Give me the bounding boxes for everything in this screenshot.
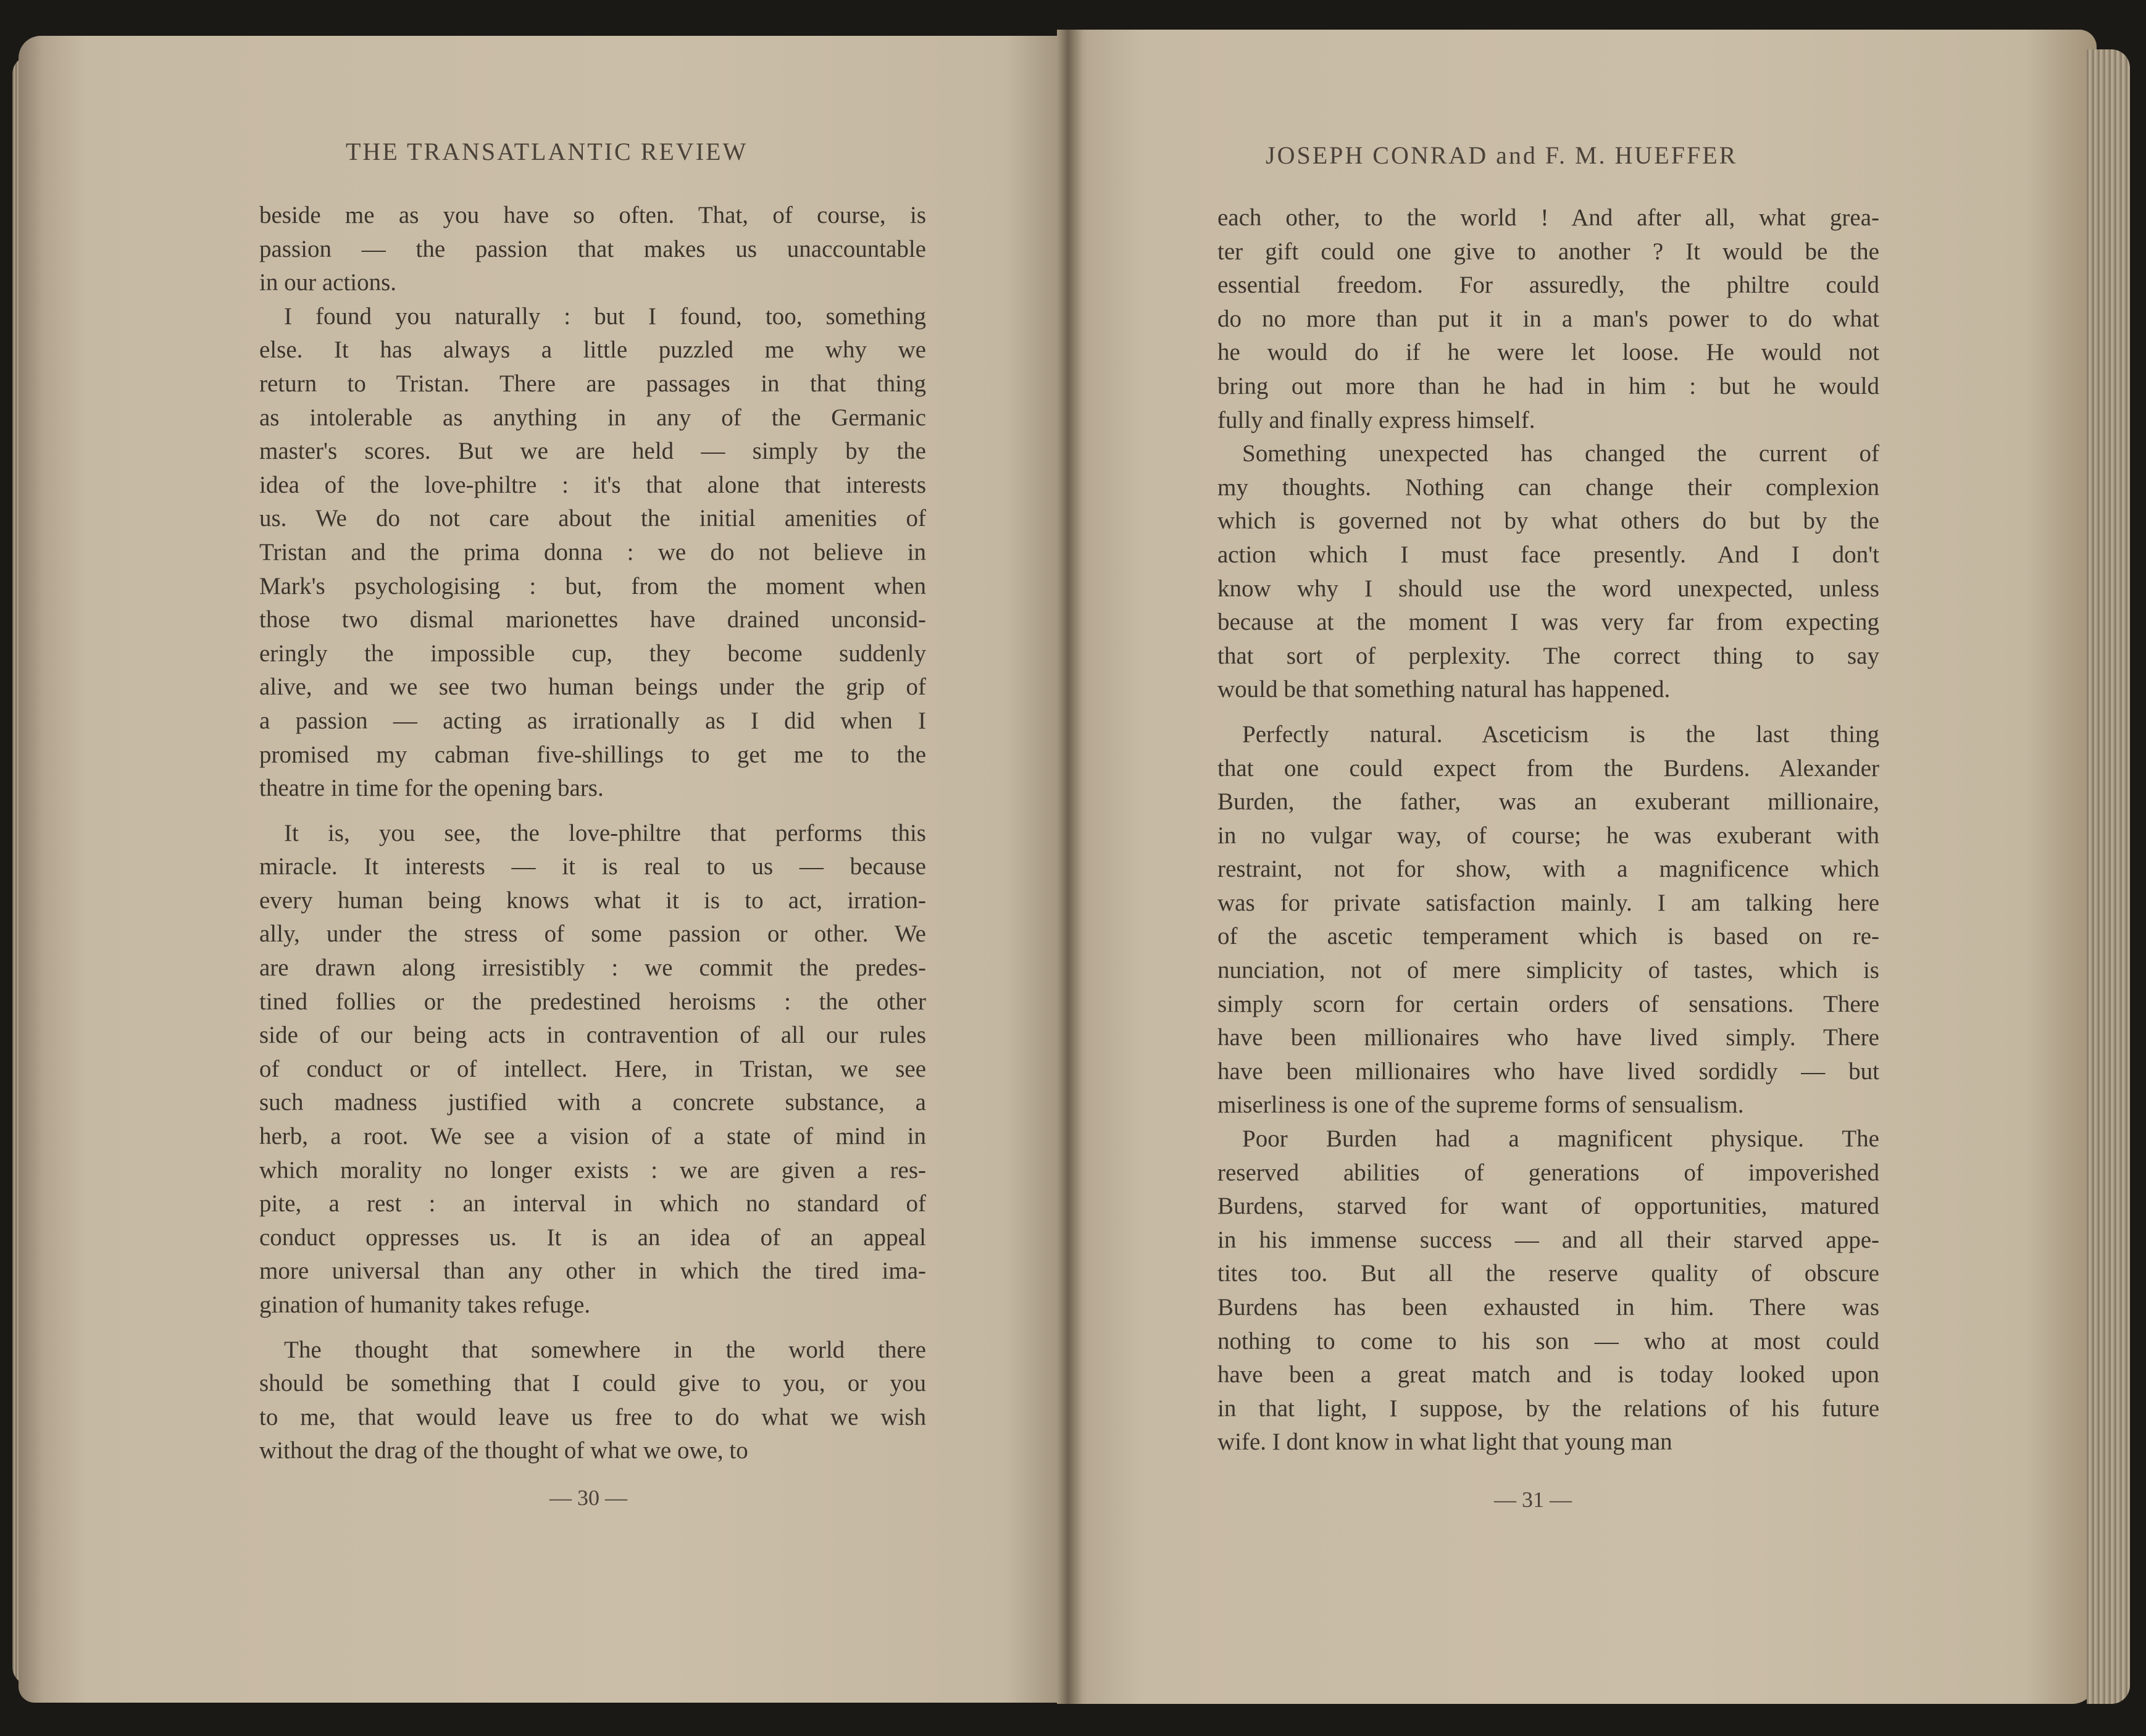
text-line: in that light, I suppose, by the relations of his future xyxy=(1217,1395,1879,1422)
left-page-number: — 30 — xyxy=(549,1485,627,1510)
text-line: tites too. But all the reserve quality of obscure xyxy=(1217,1260,1879,1287)
left-running-head: THE TRANSATLANTIC REVIEW xyxy=(346,138,748,165)
text-line: simply scorn for certain orders of sensations. There xyxy=(1217,990,1879,1017)
text-line: miracle. It interests — it is real to us — because xyxy=(259,853,926,880)
text-line: action which I must face presently. And I don't xyxy=(1217,541,1879,568)
text-line: Burdens, starved for want of opportunities, matured xyxy=(1217,1193,1879,1220)
text-line: are drawn along irresistibly : we commit the predes- xyxy=(259,954,926,982)
paragraph-gap xyxy=(259,1322,926,1333)
text-line: wife. I dont know in what light that young man xyxy=(1217,1429,1672,1456)
text-line: of the ascetic temperament which is based on re- xyxy=(1217,923,1879,950)
text-line: Perfectly natural. Asceticism is the last thing xyxy=(1242,720,1879,748)
text-line: in his immense success — and all their starved appe- xyxy=(1217,1226,1879,1253)
text-line: he would do if he were let loose. He would not xyxy=(1217,339,1879,366)
text-line: in our actions. xyxy=(259,269,397,296)
text-line: Something unexpected has changed the current of xyxy=(1242,440,1879,467)
text-line: of conduct or of intellect. Here, in Tristan, we see xyxy=(259,1055,926,1082)
paragraph-gap xyxy=(259,806,926,817)
text-line: my thoughts. Nothing can change their complexion xyxy=(1217,474,1879,501)
text-line: Tristan and the prima donna : we do not believe in xyxy=(259,538,926,565)
text-line: a passion — acting as irrationally as I did when I xyxy=(259,707,926,734)
text-line: have been millionaires who have lived sordidly — but xyxy=(1217,1058,1879,1085)
text-line: was for private satisfaction mainly. I am talking here xyxy=(1217,889,1879,916)
text-line: pite, a rest : an interval in which no standard of xyxy=(259,1190,926,1217)
text-line: miserliness is one of the supreme forms of sensualism. xyxy=(1217,1091,1744,1119)
text-line: without the drag of the thought of what we owe, to xyxy=(259,1437,748,1464)
left-page-body xyxy=(259,199,926,1468)
text-line: bring out more than he had in him : but he would xyxy=(1217,372,1879,399)
text-line: which morality no longer exists : we are given a res- xyxy=(259,1156,926,1183)
text-line: to me, that would leave us free to do what we wish xyxy=(259,1403,926,1430)
text-line: Poor Burden had a magnificent physique. The xyxy=(1242,1125,1879,1153)
text-line: master's scores. But we are held — simply by the xyxy=(259,438,926,465)
text-line: each other, to the world ! And after all, what grea- xyxy=(1217,204,1879,231)
text-line: passion — the passion that makes us unaccountable xyxy=(259,235,926,262)
text-line: It is, you see, the love-philtre that performs this xyxy=(284,819,926,846)
right-page-body xyxy=(1217,201,1879,1459)
text-line: know why I should use the word unexpected, unless xyxy=(1217,575,1879,602)
right-page-number: — 31 — xyxy=(1494,1487,1572,1512)
text-line: do no more than put it in a man's power to do what xyxy=(1217,305,1879,332)
text-line: ally, under the stress of some passion or other. We xyxy=(259,920,926,948)
text-line: ter gift could one give to another ? It would be the xyxy=(1217,238,1879,265)
text-line: side of our being acts in contravention of all our rules xyxy=(259,1022,926,1049)
text-line: gination of humanity takes refuge. xyxy=(259,1292,591,1318)
text-line: in no vulgar way, of course; he was exuberant with xyxy=(1217,822,1879,849)
text-line: theatre in time for the opening bars. xyxy=(259,775,604,802)
text-line: Burden, the father, was an exuberant millionaire, xyxy=(1217,788,1879,816)
text-line: such madness justified with a concrete substance, a xyxy=(259,1089,926,1116)
text-line: else. It has always a little puzzled me why we xyxy=(259,336,926,364)
text-line: every human being knows what it is to act, irration- xyxy=(259,887,926,914)
text-line: that sort of perplexity. The correct thing to say xyxy=(1217,642,1879,669)
text-line: as intolerable as anything in any of the Germanic xyxy=(259,404,926,431)
text-line: nothing to come to his son — who at most could xyxy=(1217,1327,1879,1354)
text-line: restraint, not for show, with a magnificence which xyxy=(1217,856,1879,883)
text-line: those two dismal marionettes have drained unconsid- xyxy=(259,606,926,633)
text-line: The thought that somewhere in the world there xyxy=(284,1336,926,1363)
page-edges-right xyxy=(2087,49,2130,1704)
text-line: have been a great match and is today looked upon xyxy=(1217,1361,1879,1388)
text-line: more universal than any other in which the tired ima- xyxy=(259,1258,926,1285)
text-line: I found you naturally : but I found, too, something xyxy=(284,303,926,330)
text-line: us. We do not care about the initial amenities of xyxy=(259,505,926,532)
text-line: promised my cabman five-shillings to get me to the xyxy=(259,741,926,768)
text-line: should be something that I could give to you, or you xyxy=(259,1370,926,1397)
text-line: herb, a root. We see a vision of a state of mind in xyxy=(259,1123,926,1150)
text-line: eringly the impossible cup, they become suddenly xyxy=(259,640,926,667)
text-line: have been millionaires who have lived simply. There xyxy=(1217,1024,1879,1051)
text-line: fully and finally express himself. xyxy=(1217,406,1535,433)
text-line: tined follies or the predestined heroisms : the other xyxy=(259,988,926,1015)
text-line: reserved abilities of generations of impoverished xyxy=(1217,1159,1879,1186)
paragraph-gap xyxy=(1217,707,1879,718)
text-line: Burdens has been exhausted in him. There was xyxy=(1217,1294,1879,1321)
text-line: Mark's psychologising : but, from the moment when xyxy=(259,572,926,599)
text-line: that one could expect from the Burdens. Alexander xyxy=(1217,754,1879,782)
text-line: which is governed not by what others do but by the xyxy=(1217,507,1879,535)
text-line: conduct oppresses us. It is an idea of an appeal xyxy=(259,1224,926,1251)
text-line: return to Tristan. There are passages in that thing xyxy=(259,370,926,397)
text-line: nunciation, not of mere simplicity of tastes, which is xyxy=(1217,957,1879,984)
text-line: because at the moment I was very far from expecting xyxy=(1217,609,1879,636)
book-gutter xyxy=(1057,30,1082,1704)
text-line: essential freedom. For assuredly, the philtre could xyxy=(1217,272,1879,299)
text-line: idea of the love-philtre : it's that alone that interests xyxy=(259,471,926,498)
text-line: would be that something natural has happened. xyxy=(1217,676,1671,703)
text-line: alive, and we see two human beings under the grip of xyxy=(259,674,926,701)
text-line: beside me as you have so often. That, of course, is xyxy=(259,202,926,228)
right-running-head: JOSEPH CONRAD and F. M. HUEFFER xyxy=(1266,141,1738,169)
